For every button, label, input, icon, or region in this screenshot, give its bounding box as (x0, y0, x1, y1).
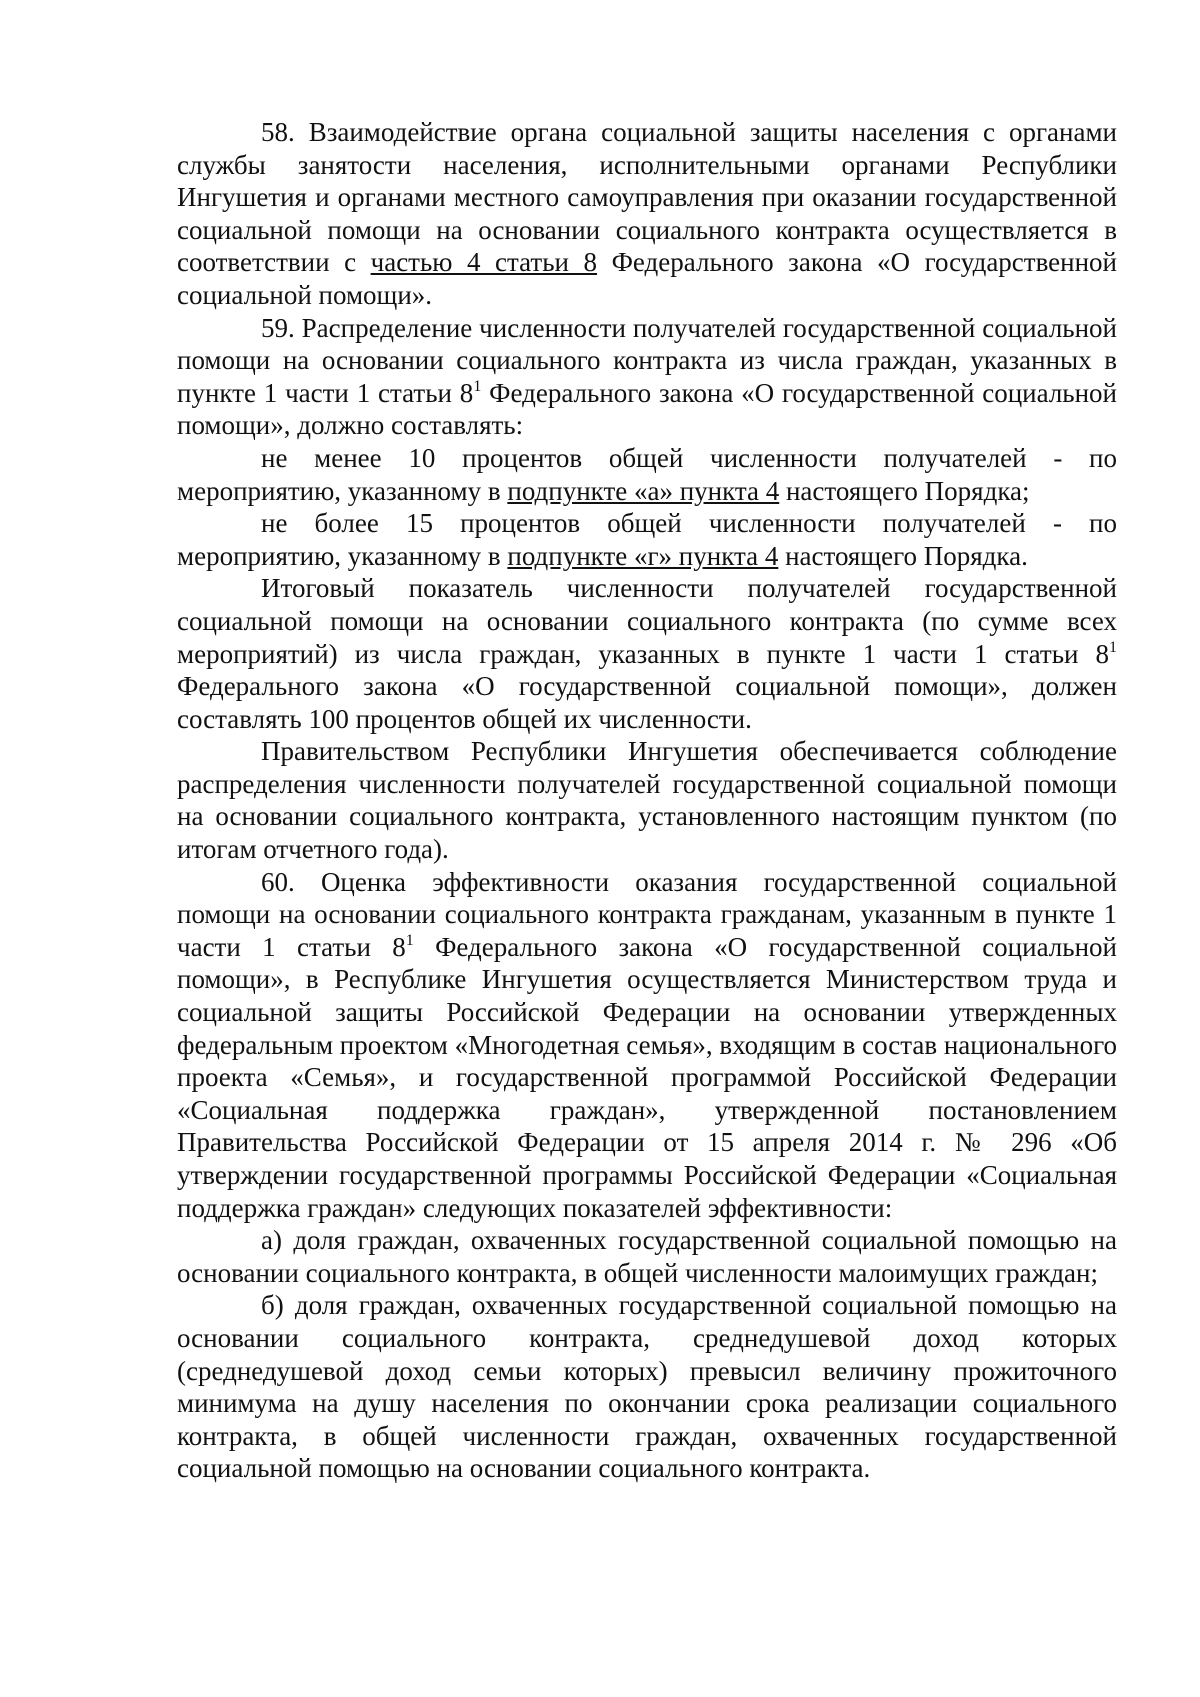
superscript: 1 (473, 377, 482, 395)
paragraph-59-item-g (177, 507, 1117, 572)
paragraph-59-government: Правительством Республики Ингушетия обеспечивается соблюдение распределения численности получателей государственной социальной помощи на основании социального контракта, установленного настоящим пунктом (по итогам отчетного года). (177, 736, 1117, 865)
paragraph-60 (177, 866, 1117, 1225)
paragraph-59-text: 59. Распределение численности получателей государственной социальной помощи на основании социального контракта из числа граждан, указанных в пункте 1 части 1 статьи 8 (177, 312, 1117, 408)
link-subpoint-a-point4[interactable]: подпункте «а» пункта 4 (507, 475, 780, 506)
paragraph-60-item-a: а) доля граждан, охваченных государственной социальной помощью на основании социального контракта, в общей численности малоимущих граждан; (177, 1225, 1117, 1288)
paragraph-59-item-a (177, 442, 1117, 507)
superscript: 1 (405, 931, 414, 949)
link-part4-article8[interactable]: частью 4 статьи 8 (370, 247, 598, 278)
paragraph-59-text-end: Федерального закона «О государственной социальной помощи», должно составлять: (177, 377, 1117, 441)
paragraph-59 (177, 312, 1117, 442)
item-g-text-end: настоящего Порядка. (778, 540, 1028, 571)
paragraph-60-text: 60. Оценка эффективности оказания государственной социальной помощи на основании социального контракта гражданам, указанным в пункте 1 части 1 статьи 8 (177, 866, 1117, 962)
item-a-text: не менее 10 процентов общей численности получателей - по мероприятию, указанному в (177, 442, 1117, 506)
total-text: Итоговый показатель численности получателей государственной социальной помощи на основании социального контракта (по сумме всех мероприятий) из числа граждан, указанных в пункте 1 части 1 статьи 8 (177, 573, 1117, 669)
paragraph-58-text-end: Федерального закона «О государственной социальной помощи». (177, 247, 1118, 310)
paragraph-58-text: 58. Взаимодействие органа социальной защиты населения с органами службы занятости населения, исполнительными органами Республики Ингушетия и органами местного самоуправления при оказании государственной социальной помощи на основании социального контракта осуществляется в соответствии с (177, 117, 1117, 278)
document-page (177, 116, 1117, 1485)
total-text-end: Федерального закона «О государственной социальной помощи», должен составлять 100 процентов общей их численности. (177, 671, 1117, 734)
item-a-text-end: настоящего Порядка; (779, 475, 1030, 506)
paragraph-60-text-end: Федерального закона «О государственной социальной помощи», в Республике Ингушетия осуществляется Министерством труда и социальной защиты Российской Федерации на основании утвержденных федеральным проектом «Многодетная семья», входящим в состав национального проекта «Семья», и государственной программой Российской Федерации «Социальная поддержка граждан», утвержденной постановлением Правительства Российской Федерации от 15 апреля 2014 г. № 296 «Об утверждении государственной программы Российской Федерации «Социальная поддержка граждан» следующих показателей эффективности: (177, 931, 1117, 1223)
link-subpoint-g-point4[interactable]: подпункте «г» пункта 4 (507, 540, 779, 571)
item-g-text: не более 15 процентов общей численности получателей - по мероприятию, указанному в (177, 508, 1117, 571)
paragraph-59-total (177, 572, 1117, 735)
superscript: 1 (1109, 638, 1117, 656)
paragraph-58 (177, 116, 1117, 312)
paragraph-60-item-b: б) доля граждан, охваченных государственной социальной помощью на основании социального контракта, среднедушевой доход которых (среднедушевой доход семьи которых) превысил величину прожиточного минимума на душу населения по окончании срока реализации социального контракта, в общей численности граждан, охваченных государственной социальной помощью на основании социального контракта. (177, 1290, 1117, 1484)
